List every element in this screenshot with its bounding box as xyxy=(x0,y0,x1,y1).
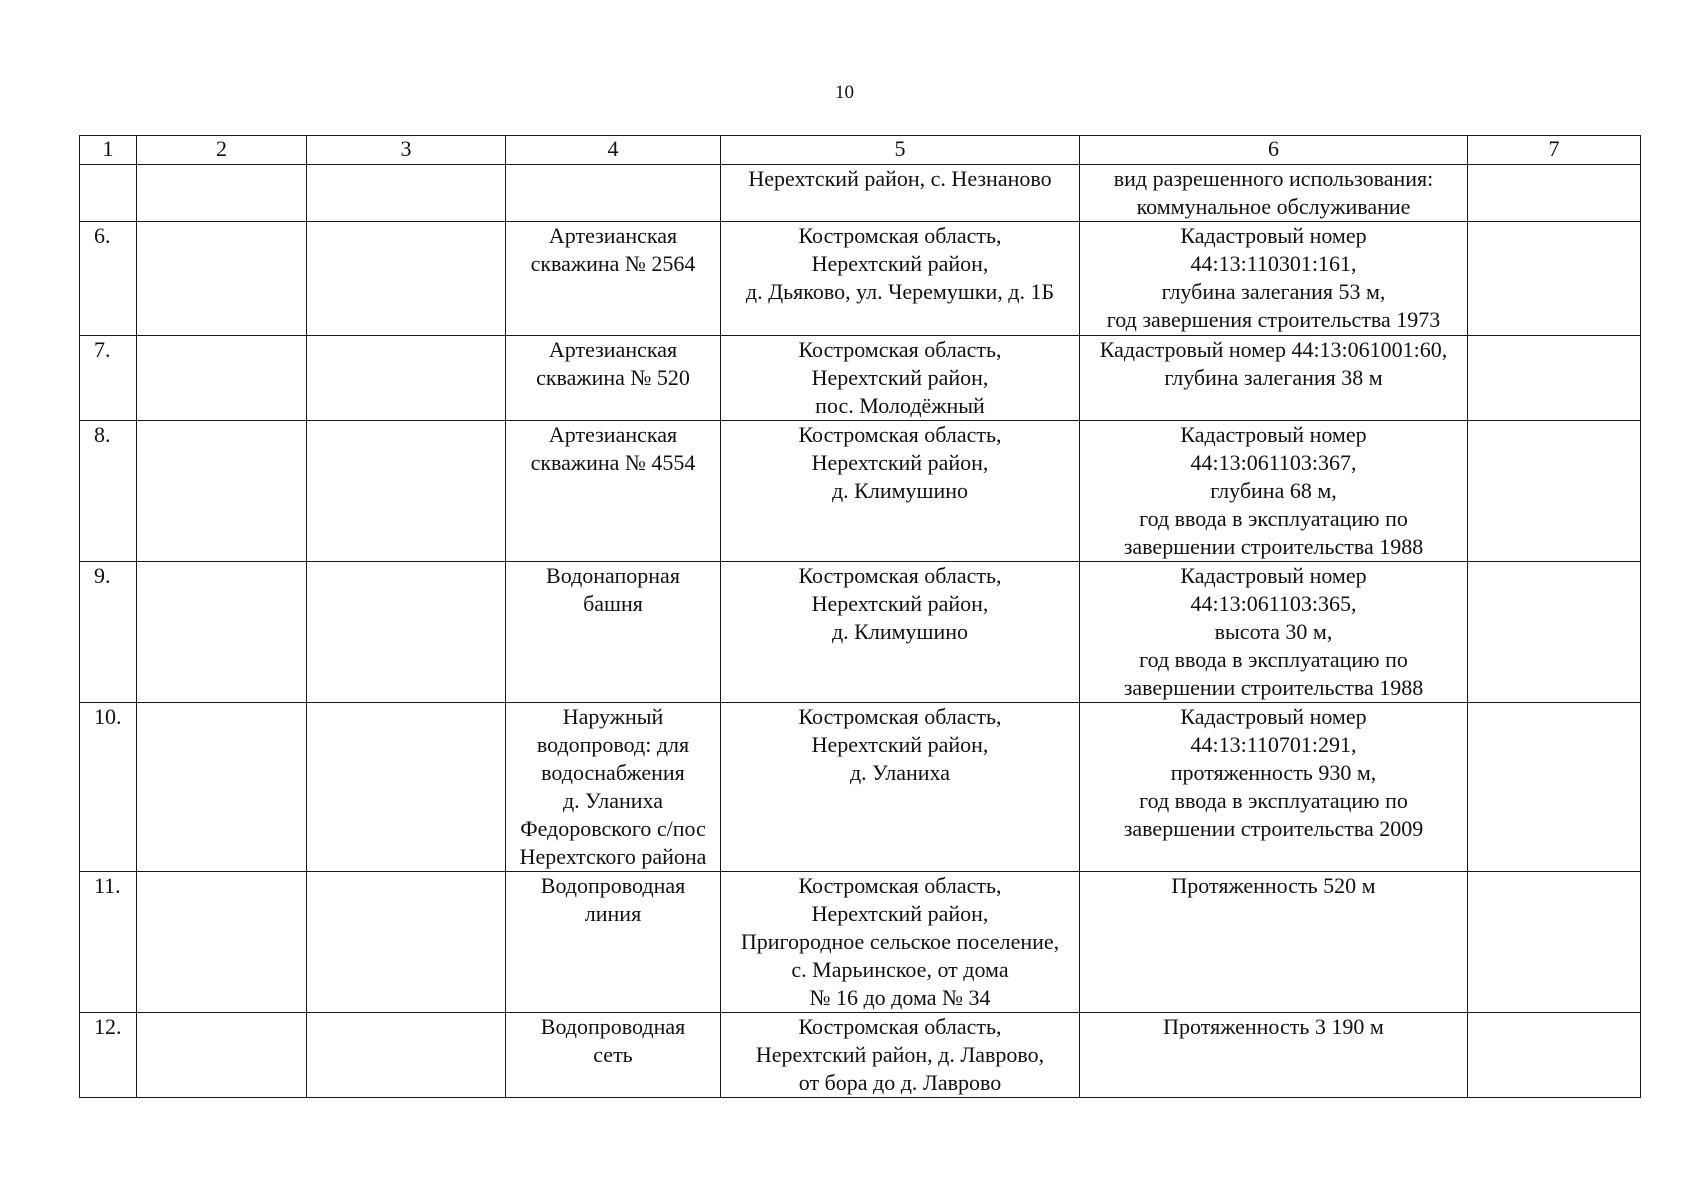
cell-text-line: Пригородное сельское поселение, xyxy=(740,929,1060,954)
cell-text-line: Костромская область, xyxy=(798,1014,1002,1039)
column-header-4: 4 xyxy=(506,136,721,165)
object-name-cell xyxy=(506,872,721,1013)
address-cell xyxy=(721,421,1080,562)
cell-text-line: Кадастровый номер xyxy=(1180,563,1367,588)
cell-text-line: Нерехтский район, xyxy=(811,901,989,926)
cell-text-line: д. Уланиха xyxy=(849,760,951,785)
cell-text-line: Нерехтский район, xyxy=(811,732,989,757)
cell-text-line: Нерехтский район, xyxy=(811,365,989,390)
cell-text-line: Артезианская xyxy=(548,223,678,248)
cell-text-line: Кадастровый номер xyxy=(1180,704,1367,729)
cell-text-line: д. Уланиха xyxy=(562,788,664,813)
characteristics-cell xyxy=(1080,562,1468,703)
characteristics-cell xyxy=(1080,872,1468,1013)
cell-text-line: завершении строительства 1988 xyxy=(1123,675,1424,700)
characteristics-cell xyxy=(1080,703,1468,872)
column-header-6: 6 xyxy=(1080,136,1468,165)
column-3-cell xyxy=(307,222,506,336)
object-name-cell xyxy=(506,562,721,703)
cell-text-line: год завершения строительства 1973 xyxy=(1106,307,1441,332)
cell-text-line: Костромская область, xyxy=(798,337,1002,362)
cell-text-line: Наружный xyxy=(562,704,664,729)
object-name-cell xyxy=(506,222,721,336)
cell-text-line: 44:13:061103:365, xyxy=(1190,591,1357,616)
cell-text-line: Федоровского с/пос xyxy=(520,816,706,841)
cell-text-line: глубина залегания 38 м xyxy=(1164,365,1383,390)
cell-text-line: Нерехтский район, с. Незнаново xyxy=(748,166,1052,191)
cell-text-line: высота 30 м, xyxy=(1214,619,1333,644)
cell-text-line: коммунальное обслуживание xyxy=(1136,194,1411,219)
property-register-table xyxy=(79,135,1641,1098)
column-7-cell xyxy=(1468,872,1641,1013)
cell-text-line: Костромская область, xyxy=(798,223,1002,248)
column-header-2: 2 xyxy=(137,136,307,165)
row-number-cell: 10. xyxy=(80,703,137,872)
address-cell xyxy=(721,872,1080,1013)
cell-text-line: год ввода в эксплуатацию по xyxy=(1139,647,1408,672)
column-7-cell xyxy=(1468,222,1641,336)
column-header-3: 3 xyxy=(307,136,506,165)
column-7-cell xyxy=(1468,336,1641,421)
cell-text-line: Нерехтского района xyxy=(519,844,707,869)
characteristics-cell xyxy=(1080,421,1468,562)
cell-text-line: завершении строительства 2009 xyxy=(1123,816,1424,841)
column-2-cell xyxy=(137,421,307,562)
header-row xyxy=(80,136,1641,165)
cell-text-line: Артезианская xyxy=(548,422,678,447)
table-row xyxy=(80,703,1641,872)
row-number-cell xyxy=(80,165,137,222)
column-3-cell xyxy=(307,562,506,703)
address-cell xyxy=(721,1013,1080,1098)
column-2-cell xyxy=(137,872,307,1013)
object-name-cell xyxy=(506,421,721,562)
cell-text-line: Водопроводная xyxy=(540,873,686,898)
table-row xyxy=(80,336,1641,421)
cell-text-line: 44:13:110301:161, xyxy=(1190,251,1357,276)
cell-text-line: сеть xyxy=(593,1042,633,1067)
characteristics-cell xyxy=(1080,222,1468,336)
cell-text-line: скважина № 4554 xyxy=(530,450,696,475)
cell-text-line: Протяженность 520 м xyxy=(1171,873,1376,898)
address-cell xyxy=(721,222,1080,336)
column-7-cell xyxy=(1468,703,1641,872)
row-number-cell: 7. xyxy=(80,336,137,421)
address-cell xyxy=(721,562,1080,703)
column-3-cell xyxy=(307,165,506,222)
object-name-cell xyxy=(506,1013,721,1098)
table-body xyxy=(80,165,1641,1098)
table-row xyxy=(80,562,1641,703)
column-7-cell xyxy=(1468,1013,1641,1098)
column-3-cell xyxy=(307,336,506,421)
table-row xyxy=(80,1013,1641,1098)
column-7-cell xyxy=(1468,562,1641,703)
table-row xyxy=(80,165,1641,222)
cell-text-line: башня xyxy=(583,591,643,616)
table-header xyxy=(80,136,1641,165)
cell-text-line: с. Марьинское, от дома xyxy=(791,957,1009,982)
cell-text-line: Костромская область, xyxy=(798,422,1002,447)
cell-text-line: 44:13:110701:291, xyxy=(1190,732,1357,757)
table-row xyxy=(80,421,1641,562)
row-number-cell: 12. xyxy=(80,1013,137,1098)
cell-text-line: № 16 до дома № 34 xyxy=(809,985,991,1010)
cell-text-line: Водопроводная xyxy=(540,1014,686,1039)
cell-text-line: Нерехтский район, xyxy=(811,450,989,475)
address-cell xyxy=(721,703,1080,872)
table-row xyxy=(80,222,1641,336)
cell-text-line: Кадастровый номер xyxy=(1180,223,1367,248)
cell-text-line: Водонапорная xyxy=(546,563,680,588)
cell-text-line: д. Климушино xyxy=(831,619,969,644)
cell-text-line: от бора до д. Лаврово xyxy=(798,1070,1002,1095)
row-number-cell: 9. xyxy=(80,562,137,703)
column-2-cell xyxy=(137,703,307,872)
column-2-cell xyxy=(137,1013,307,1098)
cell-text-line: Костромская область, xyxy=(798,873,1002,898)
row-number-cell: 11. xyxy=(80,872,137,1013)
row-number-cell: 8. xyxy=(80,421,137,562)
cell-text-line: Костромская область, xyxy=(798,563,1002,588)
cell-text-line: глубина залегания 53 м, xyxy=(1161,279,1386,304)
address-cell xyxy=(721,336,1080,421)
cell-text-line: Протяженность 3 190 м xyxy=(1163,1014,1384,1039)
cell-text-line: год ввода в эксплуатацию по xyxy=(1139,506,1408,531)
column-3-cell xyxy=(307,703,506,872)
characteristics-cell xyxy=(1080,336,1468,421)
table-row xyxy=(80,872,1641,1013)
cell-text-line: Костромская область, xyxy=(798,704,1002,729)
column-header-5: 5 xyxy=(721,136,1080,165)
cell-text-line: скважина № 2564 xyxy=(530,251,696,276)
column-7-cell xyxy=(1468,165,1641,222)
object-name-cell xyxy=(506,703,721,872)
characteristics-cell xyxy=(1080,1013,1468,1098)
cell-text-line: Нерехтский район, д. Лаврово, xyxy=(755,1042,1045,1067)
cell-text-line: вид разрешенного использования: xyxy=(1113,166,1434,191)
object-name-cell xyxy=(506,165,721,222)
address-cell xyxy=(721,165,1080,222)
cell-text-line: водоснабжения xyxy=(541,760,685,785)
cell-text-line: Артезианская xyxy=(548,337,678,362)
cell-text-line: водопровод: для xyxy=(536,732,690,757)
column-3-cell xyxy=(307,421,506,562)
cell-text-line: Нерехтский район, xyxy=(811,591,989,616)
cell-text-line: завершении строительства 1988 xyxy=(1123,534,1424,559)
cell-text-line: скважина № 520 xyxy=(536,365,690,390)
characteristics-cell xyxy=(1080,165,1468,222)
cell-text-line: Кадастровый номер 44:13:061001:60, xyxy=(1099,337,1448,362)
column-3-cell xyxy=(307,1013,506,1098)
cell-text-line: 44:13:061103:367, xyxy=(1190,450,1357,475)
cell-text-line: год ввода в эксплуатацию по xyxy=(1139,788,1408,813)
cell-text-line: линия xyxy=(584,901,642,926)
column-header-1: 1 xyxy=(80,136,137,165)
column-2-cell xyxy=(137,562,307,703)
column-2-cell xyxy=(137,336,307,421)
column-2-cell xyxy=(137,222,307,336)
object-name-cell xyxy=(506,336,721,421)
cell-text-line: д. Дьяково, ул. Черемушки, д. 1Б xyxy=(745,279,1055,304)
cell-text-line: Кадастровый номер xyxy=(1180,422,1367,447)
column-3-cell xyxy=(307,872,506,1013)
column-7-cell xyxy=(1468,421,1641,562)
row-number-cell: 6. xyxy=(80,222,137,336)
cell-text-line: пос. Молодёжный xyxy=(815,393,985,418)
cell-text-line: глубина 68 м, xyxy=(1210,478,1337,503)
page-number: 10 xyxy=(835,82,854,103)
column-header-7: 7 xyxy=(1468,136,1641,165)
cell-text-line: протяженность 930 м, xyxy=(1170,760,1377,785)
cell-text-line: Нерехтский район, xyxy=(811,251,989,276)
cell-text-line: д. Климушино xyxy=(831,478,969,503)
column-2-cell xyxy=(137,165,307,222)
